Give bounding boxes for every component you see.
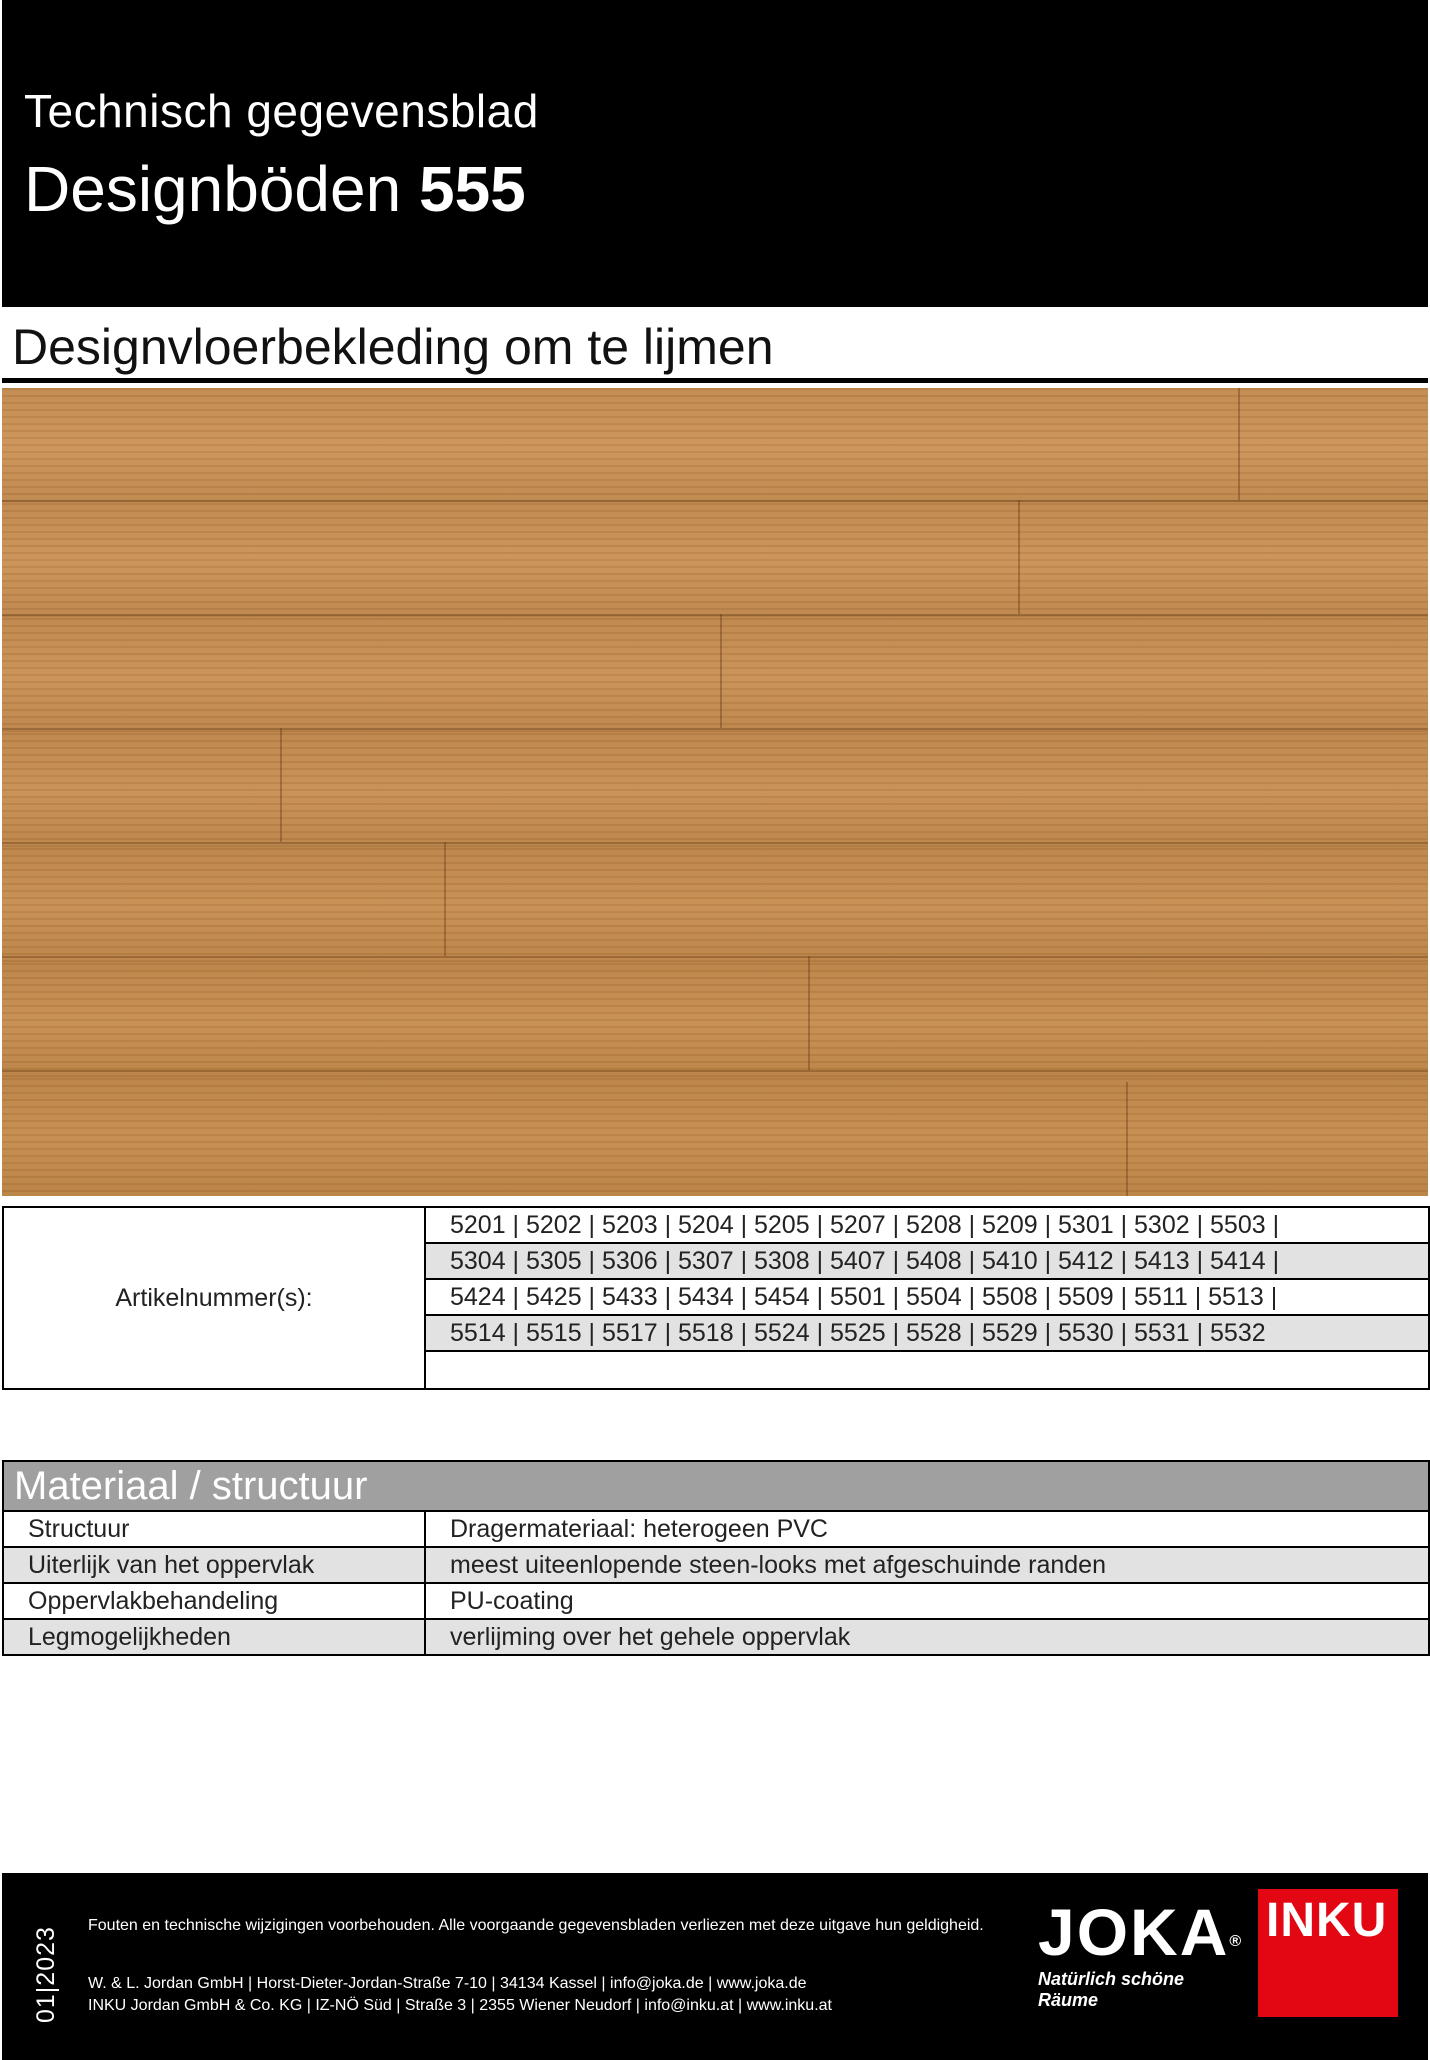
issue-date: 01|2023 [32,1926,60,2023]
material-row [4,1584,1428,1620]
article-numbers-table [2,1206,1430,1390]
wood-floor-image [2,388,1428,1196]
article-row: 5201 | 5202 | 5203 | 5204 | 5205 | 5207 | 5208 | 5209 | 5301 | 5302 | 5503 | [426,1208,1428,1244]
address-joka: W. & L. Jordan GmbH | Horst-Dieter-Jordan-Straße 7-10 | 34134 Kassel | info@joka.de | www.joka.de [88,1975,807,1992]
material-value: verlijming over het gehele oppervlak [450,1623,851,1651]
material-key: Uiterlijk van het oppervlak [4,1548,426,1582]
footer [2,1873,1428,2060]
material-row [4,1512,1428,1548]
article-row-empty [426,1352,1428,1386]
material-value: meest uiteenlopende steen-looks met afgeschuinde randen [450,1551,1106,1579]
material-value: PU-coating [450,1587,574,1615]
material-heading: Materiaal / structuur [4,1462,1428,1512]
disclaimer-text: Fouten en technische wijzigingen voorbehouden. Alle voorgaande gegevensbladen verliezen met deze uitgave hun geldigheid. [88,1917,984,1934]
document-type: Technisch gegevensblad [24,85,539,137]
material-key: Structuur [4,1512,426,1546]
article-numbers-label: Artikelnummer(s): [4,1208,426,1388]
product-type-heading: Designvloerbekleding om te lijmen [12,319,774,375]
joka-logo-text: JOKA [1038,1895,1230,1969]
registered-mark: ® [1229,1933,1244,1950]
title-product-line: Designböden [24,153,402,225]
page-title [24,152,526,226]
divider [2,378,1428,383]
material-key: Legmogelijkheden [4,1620,426,1654]
inku-logo-text: INKU [1266,1894,1388,1947]
title-product-number: 555 [418,153,526,225]
joka-tagline: Natürlich schöne Räume [1038,1969,1185,2010]
material-key: Oppervlakbehandeling [4,1584,426,1618]
address-inku: INKU Jordan GmbH & Co. KG | IZ-NÖ Süd | Straße 3 | 2355 Wiener Neudorf | info@inku.at | www.inku.at [88,1997,832,2014]
material-value: Dragermateriaal: heterogeen PVC [450,1515,828,1543]
material-row [4,1548,1428,1584]
article-row: 5304 | 5305 | 5306 | 5307 | 5308 | 5407 | 5408 | 5410 | 5412 | 5413 | 5414 | [426,1244,1428,1280]
article-row: 5514 | 5515 | 5517 | 5518 | 5524 | 5525 | 5528 | 5529 | 5530 | 5531 | 5532 [426,1316,1428,1352]
material-table [2,1460,1430,1656]
inku-logo [1258,1889,1398,2017]
joka-logo [1038,1897,1248,2011]
header-banner [2,0,1428,307]
material-row [4,1620,1428,1654]
article-row: 5424 | 5425 | 5433 | 5434 | 5454 | 5501 | 5504 | 5508 | 5509 | 5511 | 5513 | [426,1280,1428,1316]
